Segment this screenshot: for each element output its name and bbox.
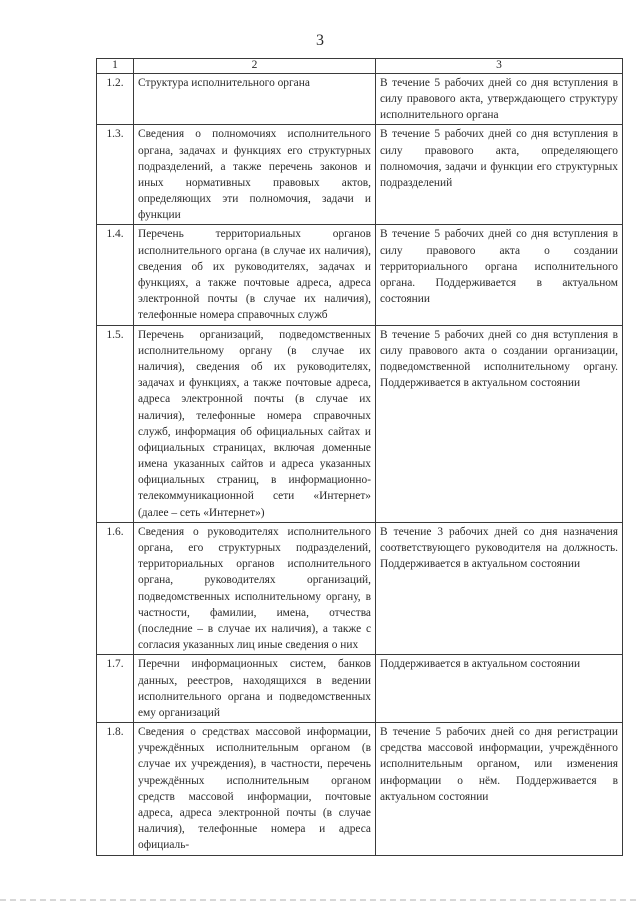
header-cell-2: 2 (134, 59, 376, 74)
item-deadline: В течение 3 рабочих дней со дня назначения соответствующего руководителя на должность. Поддерживается в актуальном состоянии (376, 522, 623, 655)
item-description: Сведения о полномочиях исполнительного органа, задачах и функциях его структурных подразделений, а также перечень законов и иных нормативных правовых актов, определяющих эти полномочия, задачи и функции (134, 125, 376, 225)
item-number: 1.4. (97, 225, 134, 325)
table-header-row (97, 59, 623, 74)
item-number: 1.8. (97, 723, 134, 856)
item-deadline: В течение 5 рабочих дней со дня регистрации средства массовой информации, учреждённого исполнительным органом, или изменения информации о нём. Поддерживается в актуальном состоянии (376, 723, 623, 856)
table-row (97, 655, 623, 723)
item-deadline: В течение 5 рабочих дней со дня вступления в силу правового акта о создании организации, подведомственной исполнительному органу. Поддерживается в актуальном состоянии (376, 325, 623, 522)
item-deadline: В течение 5 рабочих дней со дня вступления в силу правового акта, утверждающего структуру исполнительного органа (376, 73, 623, 125)
item-description: Перечень организаций, подведомственных исполнительному органу (в случае их наличия), сведения об их руководителях, задачах и функциях, а также почтовые адреса, адреса электронной почты (в случае их наличия), телефонные номера справочных служб, информация об официальных сайтах и официальных страницах, включая доменные имена указанных сайтов и адреса указанных официальных страниц, в информационно-телекоммуникационной сети «Интернет» (далее – сеть «Интернет») (134, 325, 376, 522)
item-deadline: В течение 5 рабочих дней со дня вступления в силу правового акта, определяющего полномочия, задачи и функции его структурных подразделений (376, 125, 623, 225)
item-number: 1.5. (97, 325, 134, 522)
header-cell-3: 3 (376, 59, 623, 74)
table-row (97, 125, 623, 225)
item-number: 1.7. (97, 655, 134, 723)
table-row (97, 723, 623, 856)
table-row (97, 225, 623, 325)
item-description: Перечни информационных систем, банков данных, реестров, находящихся в ведении исполнительного органа и подведомственных ему организаций (134, 655, 376, 723)
item-deadline: В течение 5 рабочих дней со дня вступления в силу правового акта о создании территориального органа исполнительного органа. Поддерживается в актуальном состоянии (376, 225, 623, 325)
item-description: Сведения о руководителях исполнительного органа, его структурных подразделений, территориальных органов исполнительного органа, руководителях организаций, подведомственных исполнительному органу, в частности, фамилии, имена, отчества (последние – в случае их наличия), а также с согласия указанных лиц иные сведения о них (134, 522, 376, 655)
information-table (96, 58, 623, 856)
table-row (97, 325, 623, 522)
item-number: 1.6. (97, 522, 134, 655)
page-number: 3 (316, 32, 324, 49)
item-description: Перечень территориальных органов исполнительного органа (в случае их наличия), сведения об их руководителях, задачах и функциях, а также почтовые адреса, адреса электронной почты (в случае их наличия), телефонные номера справочных служб (134, 225, 376, 325)
scan-edge-artifact (0, 899, 640, 901)
item-number: 1.2. (97, 73, 134, 125)
item-number: 1.3. (97, 125, 134, 225)
table-row (97, 522, 623, 655)
table-row (97, 73, 623, 125)
item-description: Сведения о средствах массовой информации, учреждённых исполнительным органом (в случае их учреждения), в частности, перечень учреждённых исполнительным органом средств массовой информации, почтовые адреса, адреса электронной почты (в случае наличия), телефонные номера и адреса официаль- (134, 723, 376, 856)
item-deadline: Поддерживается в актуальном состоянии (376, 655, 623, 723)
header-cell-1: 1 (97, 59, 134, 74)
item-description: Структура исполнительного органа (134, 73, 376, 125)
